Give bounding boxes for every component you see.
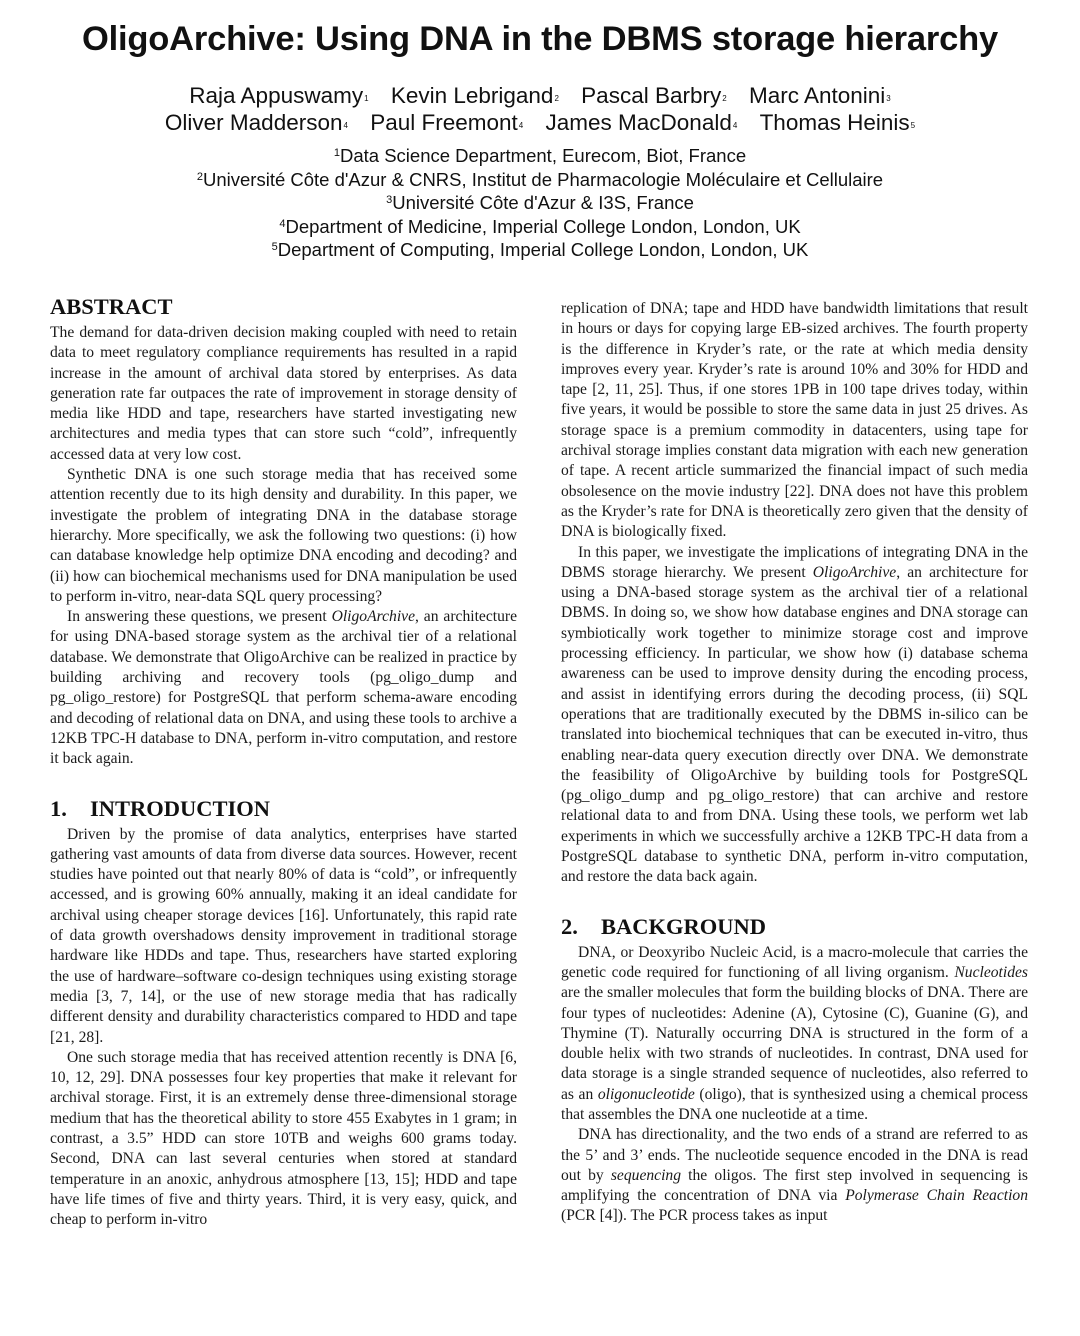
- affiliation: $^4$Department of Medicine, Imperial College London, London, UK: [279, 215, 801, 237]
- introduction-paragraph: Driven by the promise of data analytics, enterprises have started gathering vast amounts of data from diverse data sources. However, recent studies have pointed out that nearly 80% of data is “cold”, or infrequently accessed, and is growing 60% annually, making it an ideal candidate for archival using cheaper storage devices [16]. Unfortunately, this rapid rate of data growth overshadows density improvement in traditional storage hardware like HDDs and tape. Thus, researchers have started exploring the use of hardware–software co-design techniques using existing storage media [3, 7, 14], or the use of new storage media that has radically different density and durability characteristics compared to HDD and tape [21, 28].: [50, 825, 517, 1046]
- section-gap: [50, 770, 517, 796]
- author: Paul Freemont$^4$: [370, 110, 524, 135]
- abstract-heading: ABSTRACT: [50, 294, 173, 319]
- introduction-paragraph: One such storage media that has received attention recently is DNA [6, 10, 12, 29]. DNA possesses four key properties that make it relevant for archival storage. First, it is an extremely dense three-dimensional storage medium that has the theoretical ability to store 455 Exabytes in 1 gram; in contrast, a 3.5” HDD can store 10TB and weighs 600 grams today. Second, DNA can last several centuries when stored at standard temperature in an anoxic, anhydrous atmosphere [13, 15]; HDD and tape have life times of five and thirty years. Third, it is very easy, quick, and cheap to perform in-vitro: [50, 1048, 517, 1229]
- section-gap: [561, 888, 1028, 914]
- author-row: [0, 111, 1080, 138]
- abstract-paragraph: In answering these questions, we present OligoArchive, an architecture for using DNA-based storage system as the archival tier of a relational database. We demonstrate that OligoArchive can be realized in practice by building archiving and recovery tools (pg_oligo_dump and pg_oligo_restore) for PostgreSQL that perform schema-aware encoding and decoding of relational data on DNA, and using these tools to archive a 12KB TPC-H database to DNA, perform in-vitro computation, and restore it back again.: [50, 608, 518, 768]
- left-column: [50, 294, 517, 1230]
- author: James MacDonald$^4$: [545, 110, 738, 135]
- paper-title: OligoArchive: Using DNA in the DBMS storage hierarchy: [82, 20, 998, 58]
- right-column: [561, 299, 1028, 1227]
- author-row: [0, 84, 1080, 111]
- background-heading: 2. BACKGROUND: [561, 913, 767, 939]
- author: Thomas Heinis$^5$: [759, 110, 916, 135]
- introduction-paragraph: replication of DNA; tape and HDD have bandwidth limitations that result in hours or days for copying large EB-sized archives. The fourth property is the difference in Kryder’s rate, or the rate at which media density improves every year. Kryder’s rate is around 10% and 30% for HDD and tape [2, 11, 25]. Thus, if one stores 1PB in 100 tape drives today, within five years, it would be possible to store the same data in just 25 drives. As storage space is a premium commodity in datacenters, using tape for archival storage implies constant data migration with each new generation of tape. A recent article summarized the financial impact of such media obsolesence on the movie industry [22]. DNA does not have this problem as the Kryder’s rate for DNA is theoretically zero given that the density of DNA is biologically fixed.: [561, 300, 1028, 541]
- author: Kevin Lebrigand$^2$: [390, 83, 559, 108]
- author: Marc Antonini$^3$: [748, 83, 891, 108]
- affiliation: $^5$Department of Computing, Imperial College London, London, UK: [271, 239, 809, 260]
- author: Pascal Barbry$^2$: [581, 83, 727, 108]
- introduction-heading: 1. INTRODUCTION: [50, 795, 271, 821]
- author: Raja Appuswamy$^1$: [189, 83, 369, 108]
- affiliation: $^2$Université Côte d'Azur & CNRS, Institut de Pharmacologie Moléculaire et Cellulaire: [196, 168, 884, 190]
- background-paragraph: DNA has directionality, and the two ends of a strand are referred to as the 5’ and 3’ ends. The nucleotide sequence encoded in the DNA is read out by sequencing the oligos. The first step involved in sequencing is amplifying the concentration of DNA via Polymerase Chain Reaction (PCR [4]). The PCR process takes as input: [561, 1126, 1029, 1225]
- affiliation: $^3$Université Côte d'Azur & I3S, France: [386, 192, 694, 213]
- introduction-paragraph: In this paper, we investigate the implications of integrating DNA in the DBMS storage hierarchy. We present OligoArchive, an architecture for using a DNA-based storage system as the archival tier of a relational DBMS. In doing so, we show how database engines and DNA storage can symbiotically work together to minimize storage cost and improve processing efficiency. In particular, we show how (i) database schema awareness can be used to improve density during the encoding process, and assist in identifying errors during the decoding process, (ii) SQL operations that are traditionally executed by the DBMS in-silico can be translated into biochemical techniques that can be executed in-vitro, thus enabling near-data query execution directly over DNA. We demonstrate the feasibility of OligoArchive by building tools for PostgreSQL (pg_oligo_dump and pg_oligo_restore) that can archive and restore relational data to and from DNA. Using these tools, we perform wet lab experiments in which we successfully archive a 12KB TPC-H data from a PostgreSQL database to synthetic DNA, perform in-vitro computation, and restore the data back again.: [561, 543, 1028, 886]
- abstract-paragraph: The demand for data-driven decision making coupled with need to retain data to meet regulatory compliance requirements has resulted in a rapid increase in the amount of archival data stored by enterprises. As data generation rate far outpaces the rate of improvement in storage density of media like HDD and tape, researchers have started investigating new architectures and media types that can store such “cold”, infrequently accessed data at very low cost.: [50, 324, 517, 463]
- abstract-paragraph: Synthetic DNA is one such storage media that has received some attention recently due to its high density and durability. In this paper, we investigate the problem of integrating DNA in the database storage hierarchy. More specifically, we ask the following two questions: (i) how can database knowledge help optimize DNA encoding and decoding? and (ii) how can biochemical mechanisms used for DNA manipulation be used to perform in-vitro, near-data SQL query processing?: [50, 466, 517, 605]
- affiliation-list: [0, 143, 1080, 261]
- affiliation: $^1$Data Science Department, Eurecom, Biot, France: [333, 145, 747, 166]
- background-paragraph: DNA, or Deoxyribo Nucleic Acid, is a macro-molecule that carries the genetic code required for functioning of all living organism. Nucleotides are the smaller molecules that form the building blocks of DNA. There are four types of nucleotides: Adenine (A), Cytosine (C), Guanine (G), and Thymine (T). Naturally occurring DNA is structured in the form of a double helix with two strands of nucleotides. In contrast, DNA used for data storage is a single stranded sequence of nucleotides, also referred to as an oligonucleotide (oligo), that is synthesized using a chemical process that assembles the DNA one nucleotide at a time.: [561, 943, 1028, 1123]
- author-list: [0, 84, 1080, 138]
- author: Oliver Madderson$^4$: [164, 110, 348, 135]
